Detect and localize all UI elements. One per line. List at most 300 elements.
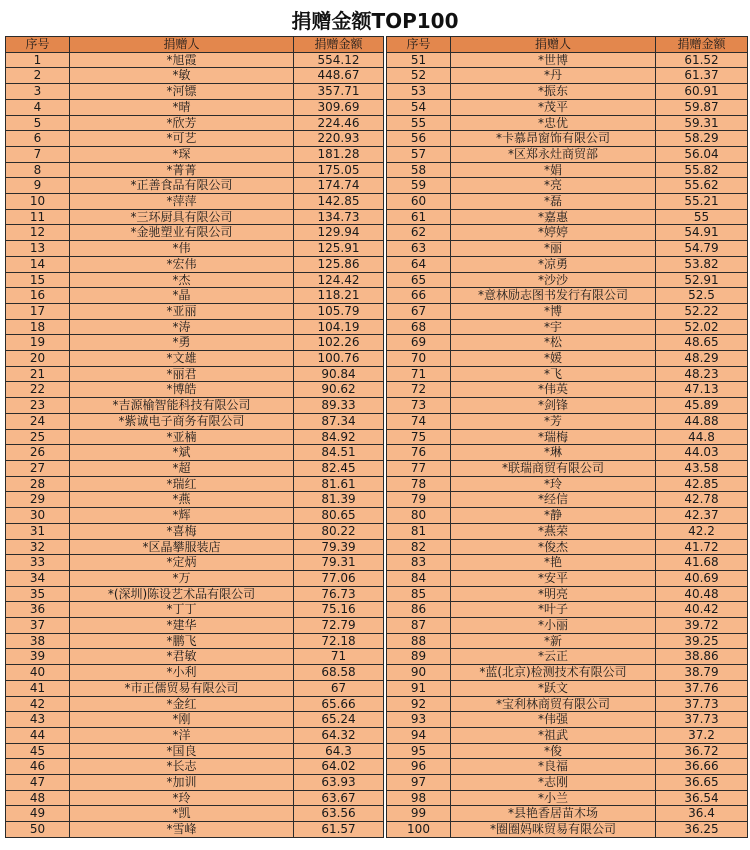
table-row [6, 775, 384, 791]
table-cell-amount: 38.86 [656, 649, 748, 665]
table-cell-amount: 134.73 [294, 209, 384, 225]
table-row [6, 84, 384, 100]
table-cell-amount: 36.72 [656, 743, 748, 759]
table-row [6, 508, 384, 524]
table-cell-rank: 93 [387, 712, 451, 728]
table-row [387, 539, 748, 555]
table-row [6, 319, 384, 335]
table-row [387, 759, 748, 775]
table-cell-amount: 82.45 [294, 460, 384, 476]
table-row [6, 790, 384, 806]
table-cell-rank: 78 [387, 476, 451, 492]
table-cell-rank: 66 [387, 288, 451, 304]
table-row [387, 727, 748, 743]
table-cell-donor: *跃文 [451, 680, 656, 696]
table-cell-donor: *明亮 [451, 586, 656, 602]
table-row [387, 523, 748, 539]
table-cell-rank: 74 [387, 413, 451, 429]
table-cell-rank: 34 [6, 570, 70, 586]
table-cell-rank: 16 [6, 288, 70, 304]
column-header-donor: 捐赠人 [451, 37, 656, 53]
table-cell-rank: 68 [387, 319, 451, 335]
table-row [6, 618, 384, 634]
table-cell-amount: 100.76 [294, 351, 384, 367]
table-cell-rank: 25 [6, 429, 70, 445]
table-cell-donor: *敏 [70, 68, 294, 84]
table-cell-amount: 118.21 [294, 288, 384, 304]
table-cell-amount: 181.28 [294, 146, 384, 162]
table-row [387, 508, 748, 524]
table-header-row [387, 37, 748, 53]
table-row [6, 822, 384, 838]
table-cell-rank: 77 [387, 460, 451, 476]
table-cell-amount: 71 [294, 649, 384, 665]
table-row [387, 633, 748, 649]
table-cell-amount: 52.5 [656, 288, 748, 304]
table-row [387, 225, 748, 241]
table-row [6, 335, 384, 351]
table-cell-amount: 42.78 [656, 492, 748, 508]
table-cell-donor: *欣芳 [70, 115, 294, 131]
table-row [387, 586, 748, 602]
table-cell-donor: *志刚 [451, 775, 656, 791]
table-cell-rank: 10 [6, 194, 70, 210]
table-cell-rank: 59 [387, 178, 451, 194]
table-cell-amount: 48.23 [656, 366, 748, 382]
table-row [6, 476, 384, 492]
table-cell-amount: 45.89 [656, 398, 748, 414]
table-cell-amount: 61.52 [656, 52, 748, 68]
table-row [387, 570, 748, 586]
table-cell-donor: *媛 [451, 351, 656, 367]
table-cell-amount: 125.86 [294, 256, 384, 272]
table-cell-donor: *瑞梅 [451, 429, 656, 445]
table-cell-rank: 43 [6, 712, 70, 728]
table-cell-amount: 41.72 [656, 539, 748, 555]
table-cell-donor: *洋 [70, 727, 294, 743]
table-cell-amount: 61.37 [656, 68, 748, 84]
table-row [6, 303, 384, 319]
table-cell-rank: 52 [387, 68, 451, 84]
table-row [6, 131, 384, 147]
table-row [387, 84, 748, 100]
table-row [6, 99, 384, 115]
table-cell-amount: 41.68 [656, 555, 748, 571]
table-cell-amount: 36.66 [656, 759, 748, 775]
table-cell-rank: 84 [387, 570, 451, 586]
table-cell-donor: *宇 [451, 319, 656, 335]
table-row [6, 602, 384, 618]
table-cell-rank: 9 [6, 178, 70, 194]
table-cell-donor: *艳 [451, 555, 656, 571]
table-cell-amount: 309.69 [294, 99, 384, 115]
table-cell-amount: 64.02 [294, 759, 384, 775]
table-cell-amount: 65.66 [294, 696, 384, 712]
table-row [6, 570, 384, 586]
table-cell-rank: 41 [6, 680, 70, 696]
table-cell-amount: 36.4 [656, 806, 748, 822]
table-cell-rank: 24 [6, 413, 70, 429]
table-cell-donor: *小丽 [451, 618, 656, 634]
table-cell-rank: 71 [387, 366, 451, 382]
table-cell-rank: 98 [387, 790, 451, 806]
table-cell-donor: *金驰塑业有限公司 [70, 225, 294, 241]
table-cell-amount: 142.85 [294, 194, 384, 210]
table-row [387, 649, 748, 665]
table-cell-rank: 39 [6, 649, 70, 665]
table-cell-rank: 47 [6, 775, 70, 791]
table-row [6, 272, 384, 288]
table-cell-donor: *亮 [451, 178, 656, 194]
table-row [6, 178, 384, 194]
table-row [387, 335, 748, 351]
table-cell-donor: *世博 [451, 52, 656, 68]
table-row [387, 68, 748, 84]
table-cell-amount: 47.13 [656, 382, 748, 398]
table-row [6, 209, 384, 225]
table-cell-rank: 54 [387, 99, 451, 115]
table-cell-rank: 87 [387, 618, 451, 634]
table-cell-rank: 46 [6, 759, 70, 775]
table-cell-rank: 13 [6, 241, 70, 257]
table-cell-rank: 21 [6, 366, 70, 382]
table-cell-donor: *意林励志图书发行有限公司 [451, 288, 656, 304]
table-row [6, 649, 384, 665]
table-row [6, 366, 384, 382]
table-row [387, 743, 748, 759]
table-cell-rank: 61 [387, 209, 451, 225]
table-row [387, 790, 748, 806]
table-cell-amount: 80.65 [294, 508, 384, 524]
table-row [6, 759, 384, 775]
table-cell-rank: 30 [6, 508, 70, 524]
table-cell-amount: 40.42 [656, 602, 748, 618]
table-cell-amount: 56.04 [656, 146, 748, 162]
table-cell-donor: *辉 [70, 508, 294, 524]
table-cell-amount: 39.25 [656, 633, 748, 649]
table-cell-rank: 70 [387, 351, 451, 367]
table-cell-donor: *丁丁 [70, 602, 294, 618]
table-cell-donor: *萍萍 [70, 194, 294, 210]
table-cell-donor: *丹 [451, 68, 656, 84]
table-cell-donor: *琳 [451, 445, 656, 461]
table-cell-rank: 22 [6, 382, 70, 398]
table-cell-donor: *涛 [70, 319, 294, 335]
table-row [6, 194, 384, 210]
table-cell-amount: 72.79 [294, 618, 384, 634]
table-cell-rank: 20 [6, 351, 70, 367]
table-cell-donor: *伟强 [451, 712, 656, 728]
donation-table-left [5, 36, 384, 838]
table-cell-amount: 58.29 [656, 131, 748, 147]
table-cell-rank: 27 [6, 460, 70, 476]
table-cell-rank: 58 [387, 162, 451, 178]
table-cell-rank: 50 [6, 822, 70, 838]
table-cell-donor: *宝利林商贸有限公司 [451, 696, 656, 712]
table-cell-donor: *圈圈妈咪贸易有限公司 [451, 822, 656, 838]
table-cell-donor: *琛 [70, 146, 294, 162]
table-cell-rank: 1 [6, 52, 70, 68]
table-cell-donor: *君敏 [70, 649, 294, 665]
table-row [6, 743, 384, 759]
table-row [387, 680, 748, 696]
table-cell-rank: 73 [387, 398, 451, 414]
table-cell-amount: 43.58 [656, 460, 748, 476]
table-cell-rank: 99 [387, 806, 451, 822]
table-cell-amount: 90.84 [294, 366, 384, 382]
table-row [6, 429, 384, 445]
table-cell-donor: *区郑永灶商贸部 [451, 146, 656, 162]
table-cell-amount: 42.2 [656, 523, 748, 539]
table-cell-rank: 45 [6, 743, 70, 759]
table-cell-rank: 28 [6, 476, 70, 492]
chart-title: 捐赠金额TOP100 [291, 9, 459, 33]
table-cell-amount: 60.91 [656, 84, 748, 100]
table-row [6, 727, 384, 743]
table-cell-amount: 48.65 [656, 335, 748, 351]
table-cell-rank: 49 [6, 806, 70, 822]
table-row [6, 413, 384, 429]
table-cell-donor: *亚楠 [70, 429, 294, 445]
table-row [6, 68, 384, 84]
table-cell-amount: 54.91 [656, 225, 748, 241]
table-cell-rank: 100 [387, 822, 451, 838]
table-cell-amount: 174.74 [294, 178, 384, 194]
table-cell-donor: *丽君 [70, 366, 294, 382]
table-cell-rank: 64 [387, 256, 451, 272]
table-cell-rank: 53 [387, 84, 451, 100]
table-cell-donor: *亚丽 [70, 303, 294, 319]
table-cell-rank: 76 [387, 445, 451, 461]
table-cell-donor: *宏伟 [70, 256, 294, 272]
table-row [6, 523, 384, 539]
table-row [6, 146, 384, 162]
table-cell-rank: 67 [387, 303, 451, 319]
table-cell-donor: *祖武 [451, 727, 656, 743]
table-cell-rank: 38 [6, 633, 70, 649]
table-row [387, 272, 748, 288]
table-cell-donor: *市正儒贸易有限公司 [70, 680, 294, 696]
table-cell-rank: 55 [387, 115, 451, 131]
table-row [387, 602, 748, 618]
table-cell-rank: 83 [387, 555, 451, 571]
table-cell-rank: 40 [6, 665, 70, 681]
table-cell-amount: 59.87 [656, 99, 748, 115]
column-header-amount: 捐赠金额 [656, 37, 748, 53]
column-header-rank: 序号 [6, 37, 70, 53]
table-cell-amount: 124.42 [294, 272, 384, 288]
table-cell-donor: *忠优 [451, 115, 656, 131]
table-cell-rank: 26 [6, 445, 70, 461]
column-header-rank: 序号 [387, 37, 451, 53]
table-row [6, 539, 384, 555]
table-row [6, 633, 384, 649]
table-cell-donor: *沙沙 [451, 272, 656, 288]
table-cell-amount: 76.73 [294, 586, 384, 602]
table-cell-amount: 125.91 [294, 241, 384, 257]
table-cell-rank: 90 [387, 665, 451, 681]
table-cell-rank: 36 [6, 602, 70, 618]
table-cell-donor: *(深圳)陈设艺术品有限公司 [70, 586, 294, 602]
table-cell-amount: 80.22 [294, 523, 384, 539]
table-row [6, 288, 384, 304]
table-cell-rank: 29 [6, 492, 70, 508]
table-cell-rank: 42 [6, 696, 70, 712]
table-cell-amount: 44.03 [656, 445, 748, 461]
table-cell-rank: 15 [6, 272, 70, 288]
table-row [6, 225, 384, 241]
table-row [387, 194, 748, 210]
table-cell-amount: 89.33 [294, 398, 384, 414]
table-row [387, 256, 748, 272]
table-cell-amount: 36.65 [656, 775, 748, 791]
table-cell-amount: 59.31 [656, 115, 748, 131]
table-cell-rank: 89 [387, 649, 451, 665]
table-row [6, 351, 384, 367]
table-cell-rank: 57 [387, 146, 451, 162]
table-cell-amount: 81.61 [294, 476, 384, 492]
table-cell-rank: 60 [387, 194, 451, 210]
table-cell-amount: 36.54 [656, 790, 748, 806]
table-cell-amount: 37.76 [656, 680, 748, 696]
table-cell-rank: 8 [6, 162, 70, 178]
table-cell-donor: *瑞红 [70, 476, 294, 492]
table-cell-donor: *县艳香居苗木场 [451, 806, 656, 822]
table-cell-amount: 52.91 [656, 272, 748, 288]
table-row [387, 665, 748, 681]
table-row [6, 382, 384, 398]
table-row [6, 680, 384, 696]
table-cell-amount: 72.18 [294, 633, 384, 649]
table-cell-donor: *杰 [70, 272, 294, 288]
table-cell-amount: 37.73 [656, 712, 748, 728]
table-row [387, 822, 748, 838]
table-row [387, 492, 748, 508]
table-cell-amount: 55.21 [656, 194, 748, 210]
table-cell-donor: *玲 [451, 476, 656, 492]
table-cell-donor: *静 [451, 508, 656, 524]
table-cell-amount: 79.39 [294, 539, 384, 555]
table-cell-rank: 91 [387, 680, 451, 696]
table-cell-amount: 63.56 [294, 806, 384, 822]
table-cell-donor: *紫诚电子商务有限公司 [70, 413, 294, 429]
table-cell-amount: 40.48 [656, 586, 748, 602]
table-cell-rank: 82 [387, 539, 451, 555]
table-row [387, 618, 748, 634]
table-cell-rank: 35 [6, 586, 70, 602]
table-cell-rank: 18 [6, 319, 70, 335]
table-row [387, 382, 748, 398]
table-cell-donor: *长志 [70, 759, 294, 775]
table-cell-donor: *叶子 [451, 602, 656, 618]
table-cell-donor: *俊杰 [451, 539, 656, 555]
table-cell-donor: *旭霞 [70, 52, 294, 68]
table-cell-amount: 38.79 [656, 665, 748, 681]
table-cell-rank: 86 [387, 602, 451, 618]
table-cell-donor: *玲 [70, 790, 294, 806]
table-row [387, 178, 748, 194]
table-cell-amount: 448.67 [294, 68, 384, 84]
table-row [387, 460, 748, 476]
table-header-row [6, 37, 384, 53]
table-cell-donor: *安平 [451, 570, 656, 586]
table-cell-rank: 33 [6, 555, 70, 571]
table-row [387, 131, 748, 147]
table-cell-amount: 81.39 [294, 492, 384, 508]
table-cell-amount: 54.79 [656, 241, 748, 257]
table-row [387, 775, 748, 791]
table-cell-amount: 67 [294, 680, 384, 696]
table-cell-amount: 554.12 [294, 52, 384, 68]
table-cell-amount: 68.58 [294, 665, 384, 681]
table-cell-amount: 87.34 [294, 413, 384, 429]
column-header-donor: 捐赠人 [70, 37, 294, 53]
table-row [387, 366, 748, 382]
table-cell-donor: *可艺 [70, 131, 294, 147]
table-cell-rank: 92 [387, 696, 451, 712]
table-cell-amount: 129.94 [294, 225, 384, 241]
table-row [6, 665, 384, 681]
donation-table-right [386, 36, 748, 838]
table-cell-amount: 64.3 [294, 743, 384, 759]
table-cell-donor: *嘉惠 [451, 209, 656, 225]
table-cell-amount: 357.71 [294, 84, 384, 100]
table-cell-donor: *三环厨具有限公司 [70, 209, 294, 225]
table-cell-donor: *经信 [451, 492, 656, 508]
table-cell-rank: 19 [6, 335, 70, 351]
table-cell-donor: *鹏飞 [70, 633, 294, 649]
table-cell-donor: *凯 [70, 806, 294, 822]
table-cell-donor: *晶 [70, 288, 294, 304]
table-cell-rank: 17 [6, 303, 70, 319]
table-cell-amount: 224.46 [294, 115, 384, 131]
table-cell-rank: 96 [387, 759, 451, 775]
table-cell-rank: 97 [387, 775, 451, 791]
table-cell-amount: 63.93 [294, 775, 384, 791]
table-cell-amount: 63.67 [294, 790, 384, 806]
table-cell-donor: *加训 [70, 775, 294, 791]
table-cell-donor: *河镖 [70, 84, 294, 100]
table-cell-donor: *伟 [70, 241, 294, 257]
table-cell-rank: 51 [387, 52, 451, 68]
table-row [387, 476, 748, 492]
table-cell-donor: *金红 [70, 696, 294, 712]
table-row [6, 586, 384, 602]
table-cell-donor: *超 [70, 460, 294, 476]
table-cell-amount: 77.06 [294, 570, 384, 586]
table-row [387, 319, 748, 335]
table-cell-amount: 61.57 [294, 822, 384, 838]
table-cell-rank: 31 [6, 523, 70, 539]
table-cell-donor: *万 [70, 570, 294, 586]
table-cell-amount: 52.02 [656, 319, 748, 335]
table-cell-rank: 11 [6, 209, 70, 225]
table-cell-donor: *菁菁 [70, 162, 294, 178]
table-cell-donor: *建华 [70, 618, 294, 634]
table-cell-amount: 55.82 [656, 162, 748, 178]
table-cell-rank: 95 [387, 743, 451, 759]
table-cell-donor: *伟英 [451, 382, 656, 398]
table-cell-donor: *剑锋 [451, 398, 656, 414]
table-cell-rank: 3 [6, 84, 70, 100]
table-row [6, 241, 384, 257]
table-cell-donor: *良福 [451, 759, 656, 775]
table-cell-rank: 14 [6, 256, 70, 272]
table-cell-donor: *喜梅 [70, 523, 294, 539]
table-cell-donor: *凉勇 [451, 256, 656, 272]
table-row [6, 398, 384, 414]
table-cell-rank: 65 [387, 272, 451, 288]
